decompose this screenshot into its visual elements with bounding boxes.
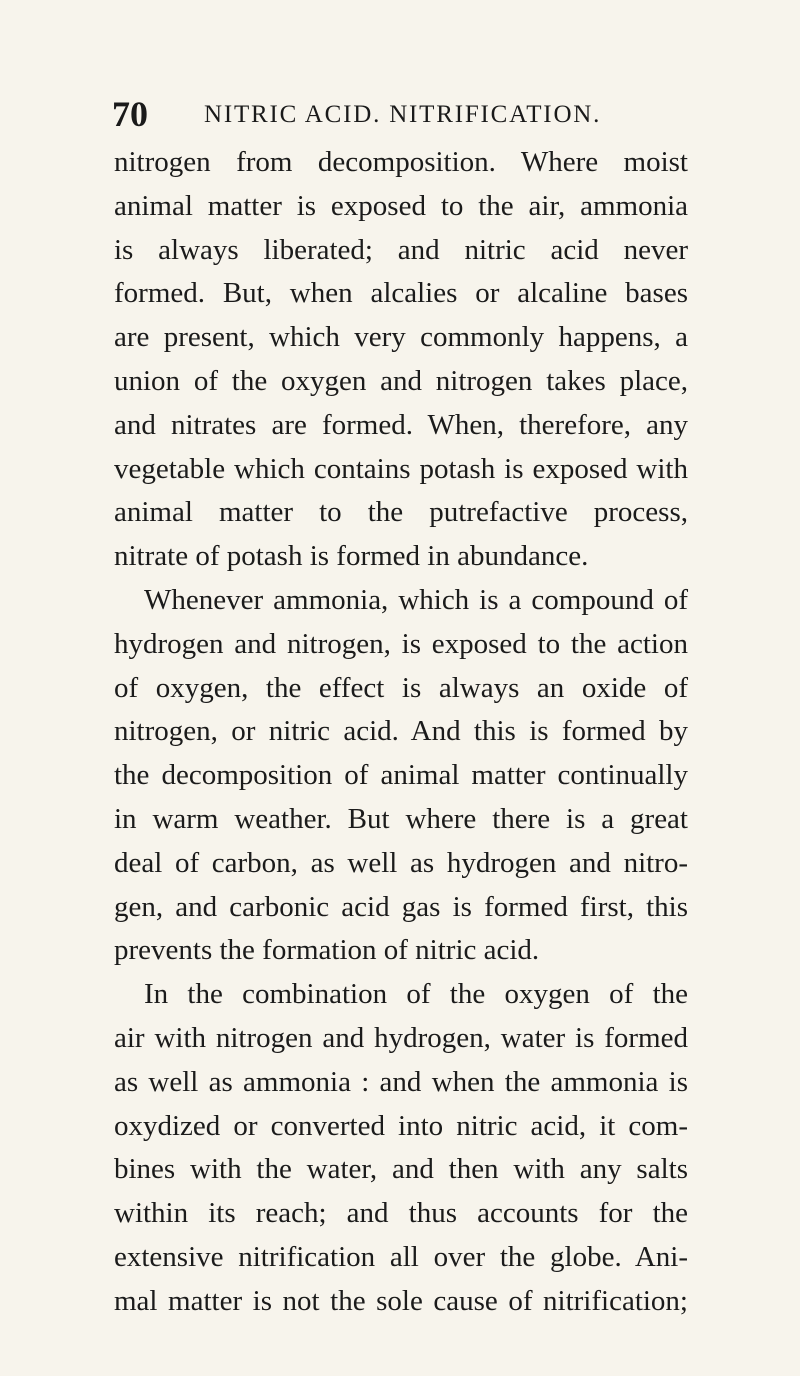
text-line: nitrogen, or nitric acid. And this is formed by [114, 715, 688, 748]
paragraph-first-line: Whenever ammonia, which is a compound of [144, 583, 688, 616]
text-line: and nitrates are formed. When, therefore, any [114, 408, 688, 441]
text-line: of oxygen, the effect is always an oxide of [114, 671, 688, 704]
text-line: within its reach; and thus accounts for the [114, 1197, 688, 1230]
text-line: oxydized or converted into nitric acid, it com- [114, 1109, 688, 1142]
text-line: deal of carbon, as well as hydrogen and nitro- [114, 846, 688, 879]
running-head [112, 91, 712, 137]
text-line: extensive nitrification all over the globe. Ani- [114, 1240, 688, 1273]
text-line: mal matter is not the sole cause of nitrification; [114, 1284, 688, 1317]
text-line: in warm weather. But where there is a great [114, 802, 688, 835]
body-text [114, 141, 688, 1324]
text-line: hydrogen and nitrogen, is exposed to the action [114, 627, 688, 660]
text-line: are present, which very commonly happens, a [114, 321, 688, 354]
text-line: nitrate of potash is formed in abundance. [114, 540, 589, 573]
text-line: gen, and carbonic acid gas is formed first, this [114, 890, 688, 923]
page-number: 70 [112, 94, 148, 134]
text-line: the decomposition of animal matter continually [114, 759, 688, 792]
text-line: animal matter to the putrefactive process, [114, 496, 688, 529]
text-line: nitrogen from decomposition. Where moist [114, 146, 688, 178]
running-title: NITRIC ACID. NITRIFICATION. [204, 101, 602, 128]
paragraph-first-line: In the combination of the oxygen of the [144, 978, 688, 1011]
text-line: air with nitrogen and hydrogen, water is formed [114, 1021, 688, 1054]
text-line: prevents the formation of nitric acid. [114, 934, 540, 967]
text-line: animal matter is exposed to the air, ammonia [114, 189, 688, 222]
text-line: is always liberated; and nitric acid never [114, 233, 688, 266]
text-line: vegetable which contains potash is exposed with [114, 452, 688, 485]
text-line: formed. But, when alcalies or alcaline bases [114, 277, 688, 310]
text-line: bines with the water, and then with any salts [114, 1153, 688, 1186]
text-line: union of the oxygen and nitrogen takes place, [114, 364, 688, 397]
text-line: as well as ammonia : and when the ammonia is [114, 1065, 688, 1098]
